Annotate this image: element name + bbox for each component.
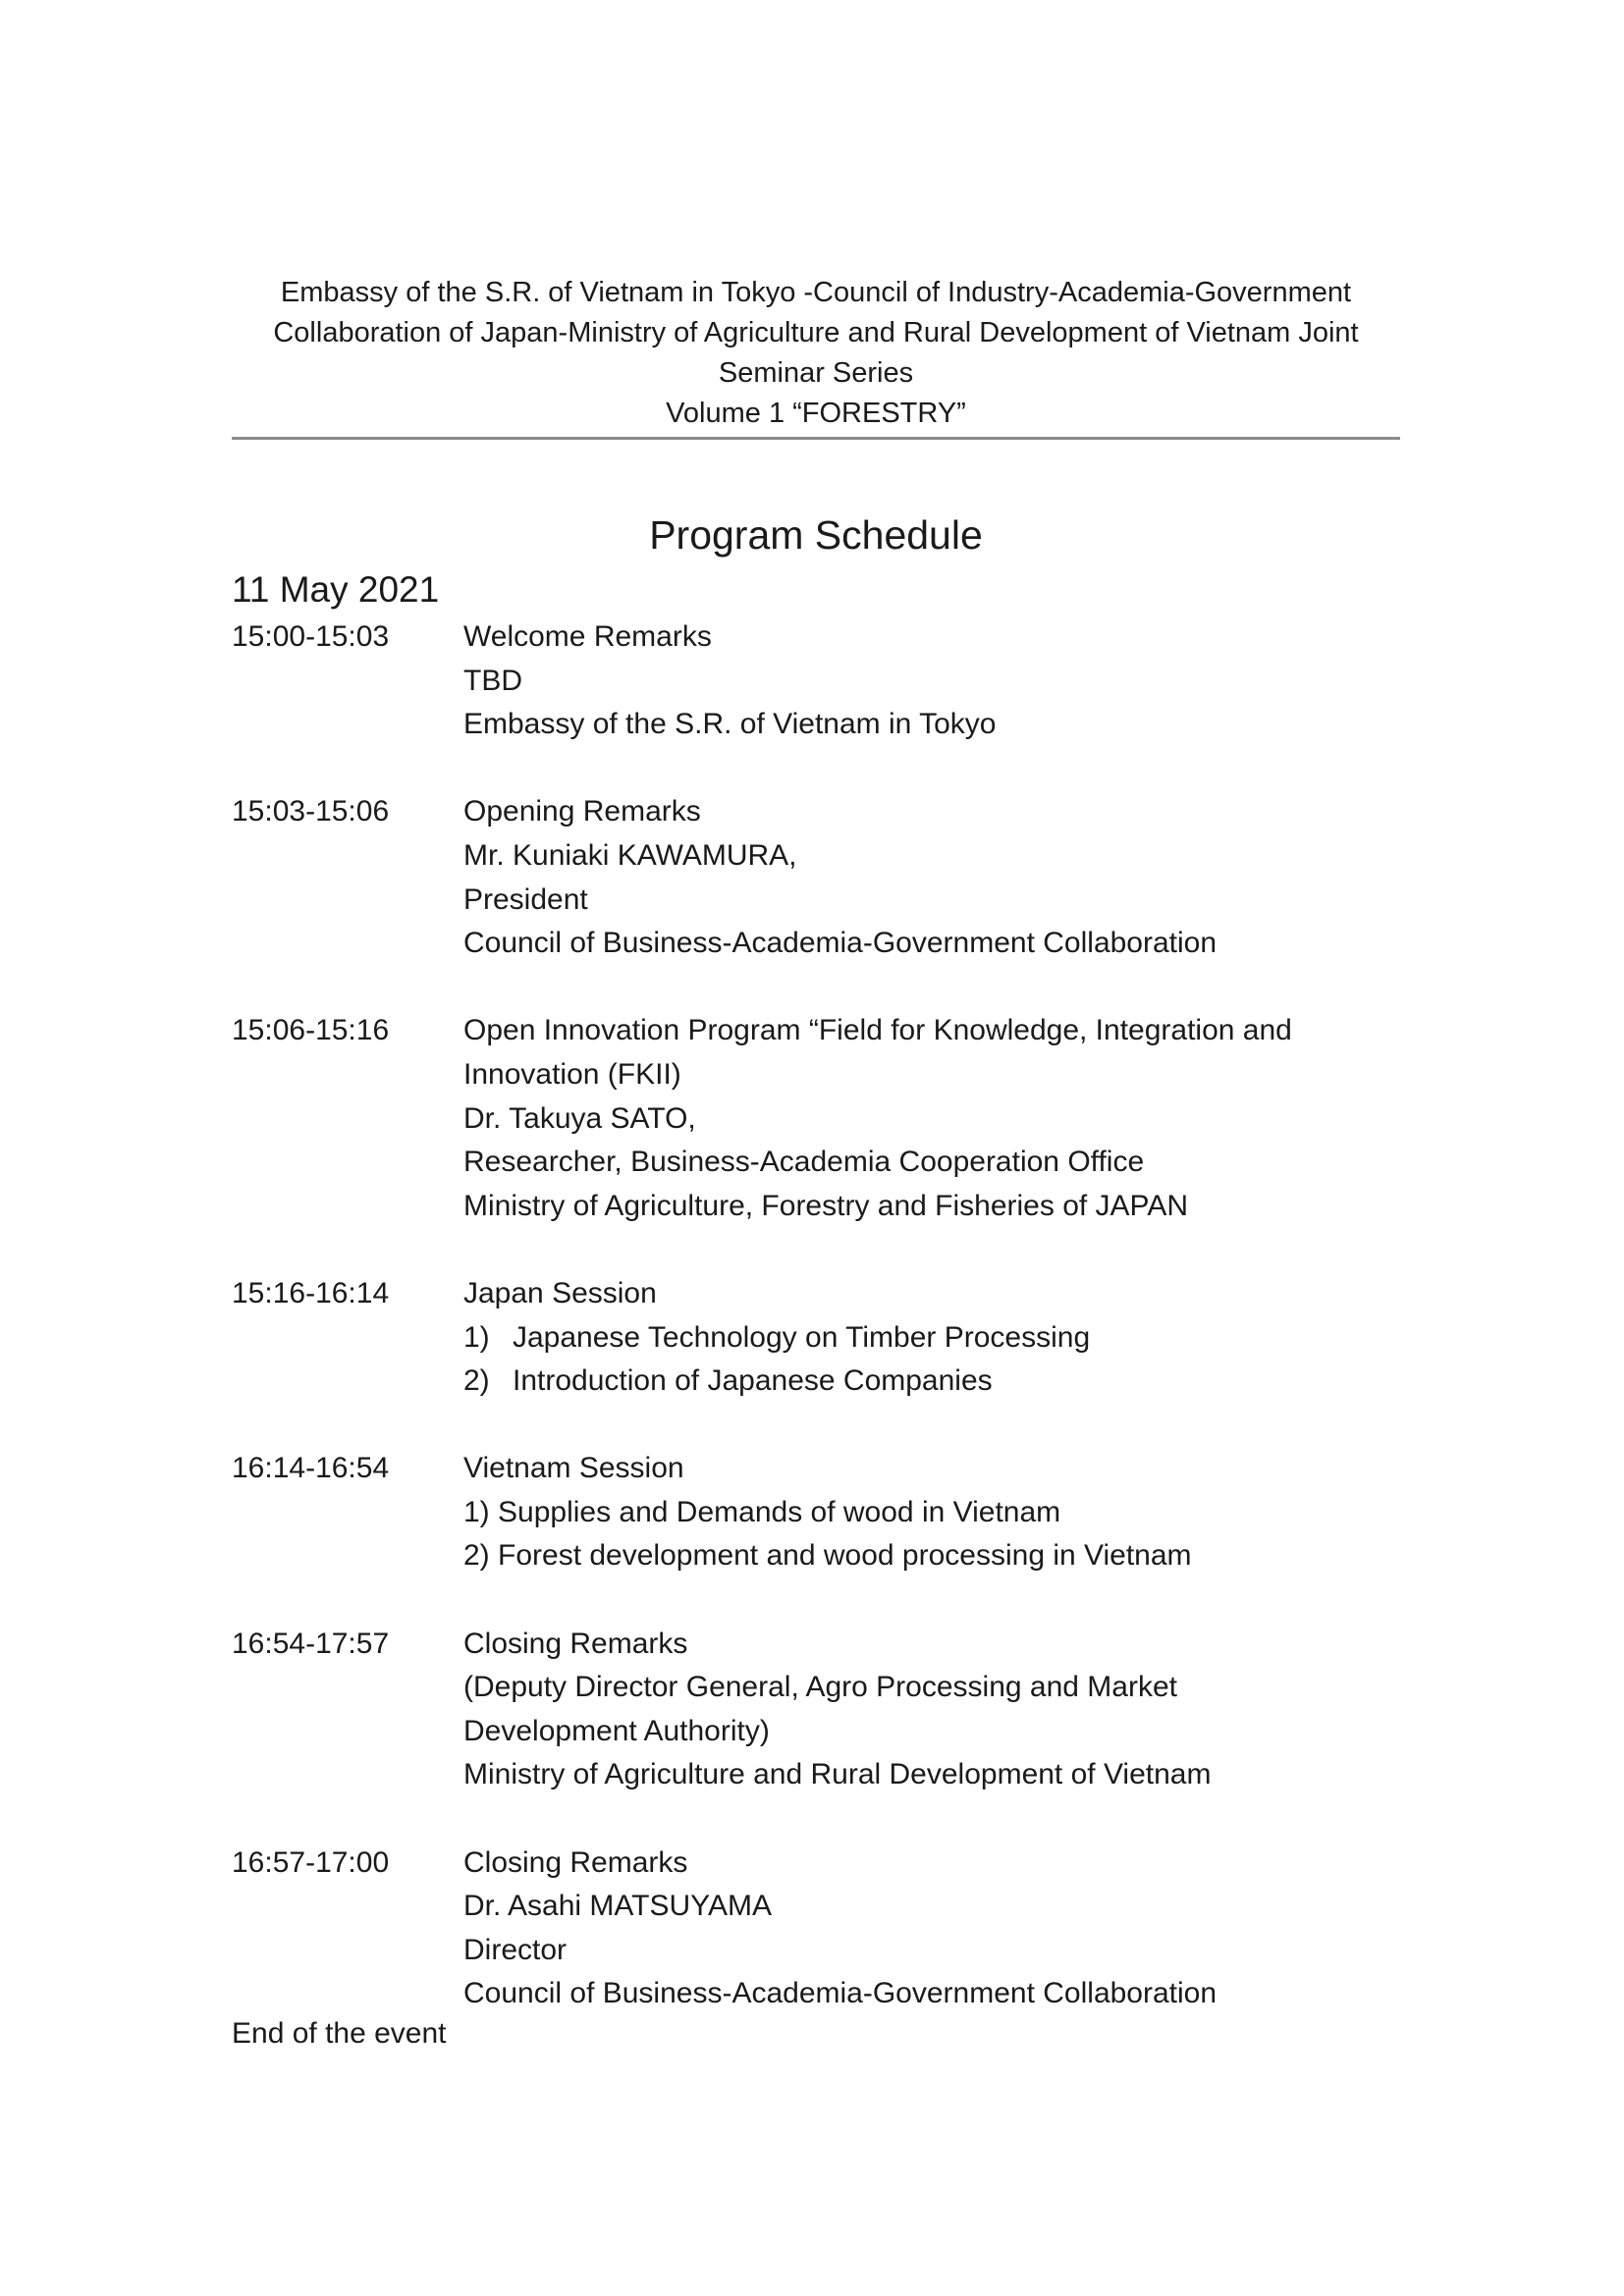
speaker-organization: Council of Business-Academia-Government Collaboration — [463, 1977, 1218, 2010]
speaker-name: Mr. Kuniaki KAWAMURA, — [463, 838, 797, 872]
schedule-time: 16:57-17:00 — [232, 1845, 390, 1879]
topic-number: 2) — [463, 1364, 490, 1398]
schedule-time: 15:06-15:16 — [232, 1014, 390, 1047]
schedule-time: 15:00-15:03 — [232, 620, 390, 653]
schedule-details — [463, 790, 1400, 965]
session-title: Vietnam Session — [463, 1452, 684, 1485]
schedule-item — [232, 615, 1400, 747]
schedule-details — [463, 1447, 1400, 1578]
topic-number: 1) — [463, 1320, 490, 1354]
event-date: 11 May 2021 — [232, 569, 440, 610]
session-title: Welcome Remarks — [463, 620, 712, 653]
speaker-organization: Ministry of Agriculture, Forestry and Fisheries of JAPAN — [463, 1189, 1189, 1222]
header-line: Collaboration of Japan-Ministry of Agriculture and Rural Development of Vietnam Joint — [273, 317, 1359, 348]
numbered-topic — [463, 1360, 1400, 1404]
numbered-topic — [463, 1316, 1400, 1361]
speaker-name: Dr. Asahi MATSUYAMA — [463, 1890, 772, 1923]
speaker-name: TBD — [463, 664, 522, 697]
schedule-item — [232, 1447, 1400, 1578]
session-title: Japan Session — [463, 1276, 657, 1309]
schedule-details — [463, 1272, 1400, 1404]
speaker-position: President — [463, 882, 588, 916]
topic-text: Japanese Technology on Timber Processing — [513, 1320, 1091, 1354]
topic-text: Introduction of Japanese Companies — [513, 1364, 993, 1398]
speaker-position-continued: Development Authority) — [463, 1714, 770, 1747]
schedule-item — [232, 1009, 1400, 1228]
speaker-name: Dr. Takuya SATO, — [463, 1101, 696, 1135]
program-schedule — [232, 615, 1400, 2060]
header-line: Embassy of the S.R. of Vietnam in Tokyo -Council of Industry-Academia-Government — [280, 277, 1352, 308]
speaker-position: (Deputy Director General, Agro Processing and Market — [463, 1671, 1177, 1704]
page-title: Program Schedule — [649, 512, 983, 558]
schedule-time: 15:16-16:14 — [232, 1276, 390, 1309]
schedule-item — [232, 1623, 1400, 1797]
session-topic: 1) Supplies and Demands of wood in Vietnam — [463, 1495, 1061, 1528]
schedule-time: 16:54-17:57 — [232, 1627, 390, 1660]
session-topic: 2) Forest development and wood processing in Vietnam — [463, 1539, 1192, 1573]
header-line: Volume 1 “FORESTRY” — [666, 398, 966, 429]
speaker-organization: Embassy of the S.R. of Vietnam in Tokyo — [463, 708, 997, 741]
schedule-time: 16:14-16:54 — [232, 1452, 390, 1485]
session-title-continued: Innovation (FKII) — [463, 1057, 681, 1091]
session-title: Open Innovation Program “Field for Knowledge, Integration and — [463, 1014, 1292, 1047]
speaker-position: Director — [463, 1933, 568, 1966]
schedule-details — [463, 615, 1400, 747]
schedule-item — [232, 1842, 1400, 2016]
schedule-time: 15:03-15:06 — [232, 795, 390, 828]
speaker-organization: Ministry of Agriculture and Rural Development of Vietnam — [463, 1758, 1212, 1791]
header-divider — [232, 437, 1400, 440]
header-line: Seminar Series — [718, 357, 914, 389]
speaker-organization: Council of Business-Academia-Government Collaboration — [463, 927, 1218, 960]
schedule-item — [232, 1272, 1400, 1404]
seminar-header — [232, 273, 1400, 434]
session-title: Closing Remarks — [463, 1627, 688, 1660]
schedule-item — [232, 790, 1400, 965]
session-title: Opening Remarks — [463, 795, 701, 828]
schedule-details — [463, 1009, 1400, 1228]
session-title: Closing Remarks — [463, 1845, 688, 1879]
schedule-details — [463, 1842, 1400, 2016]
speaker-position: Researcher, Business-Academia Cooperation Office — [463, 1146, 1145, 1179]
schedule-details — [463, 1623, 1400, 1797]
end-of-event-text: End of the event — [232, 2017, 447, 2050]
